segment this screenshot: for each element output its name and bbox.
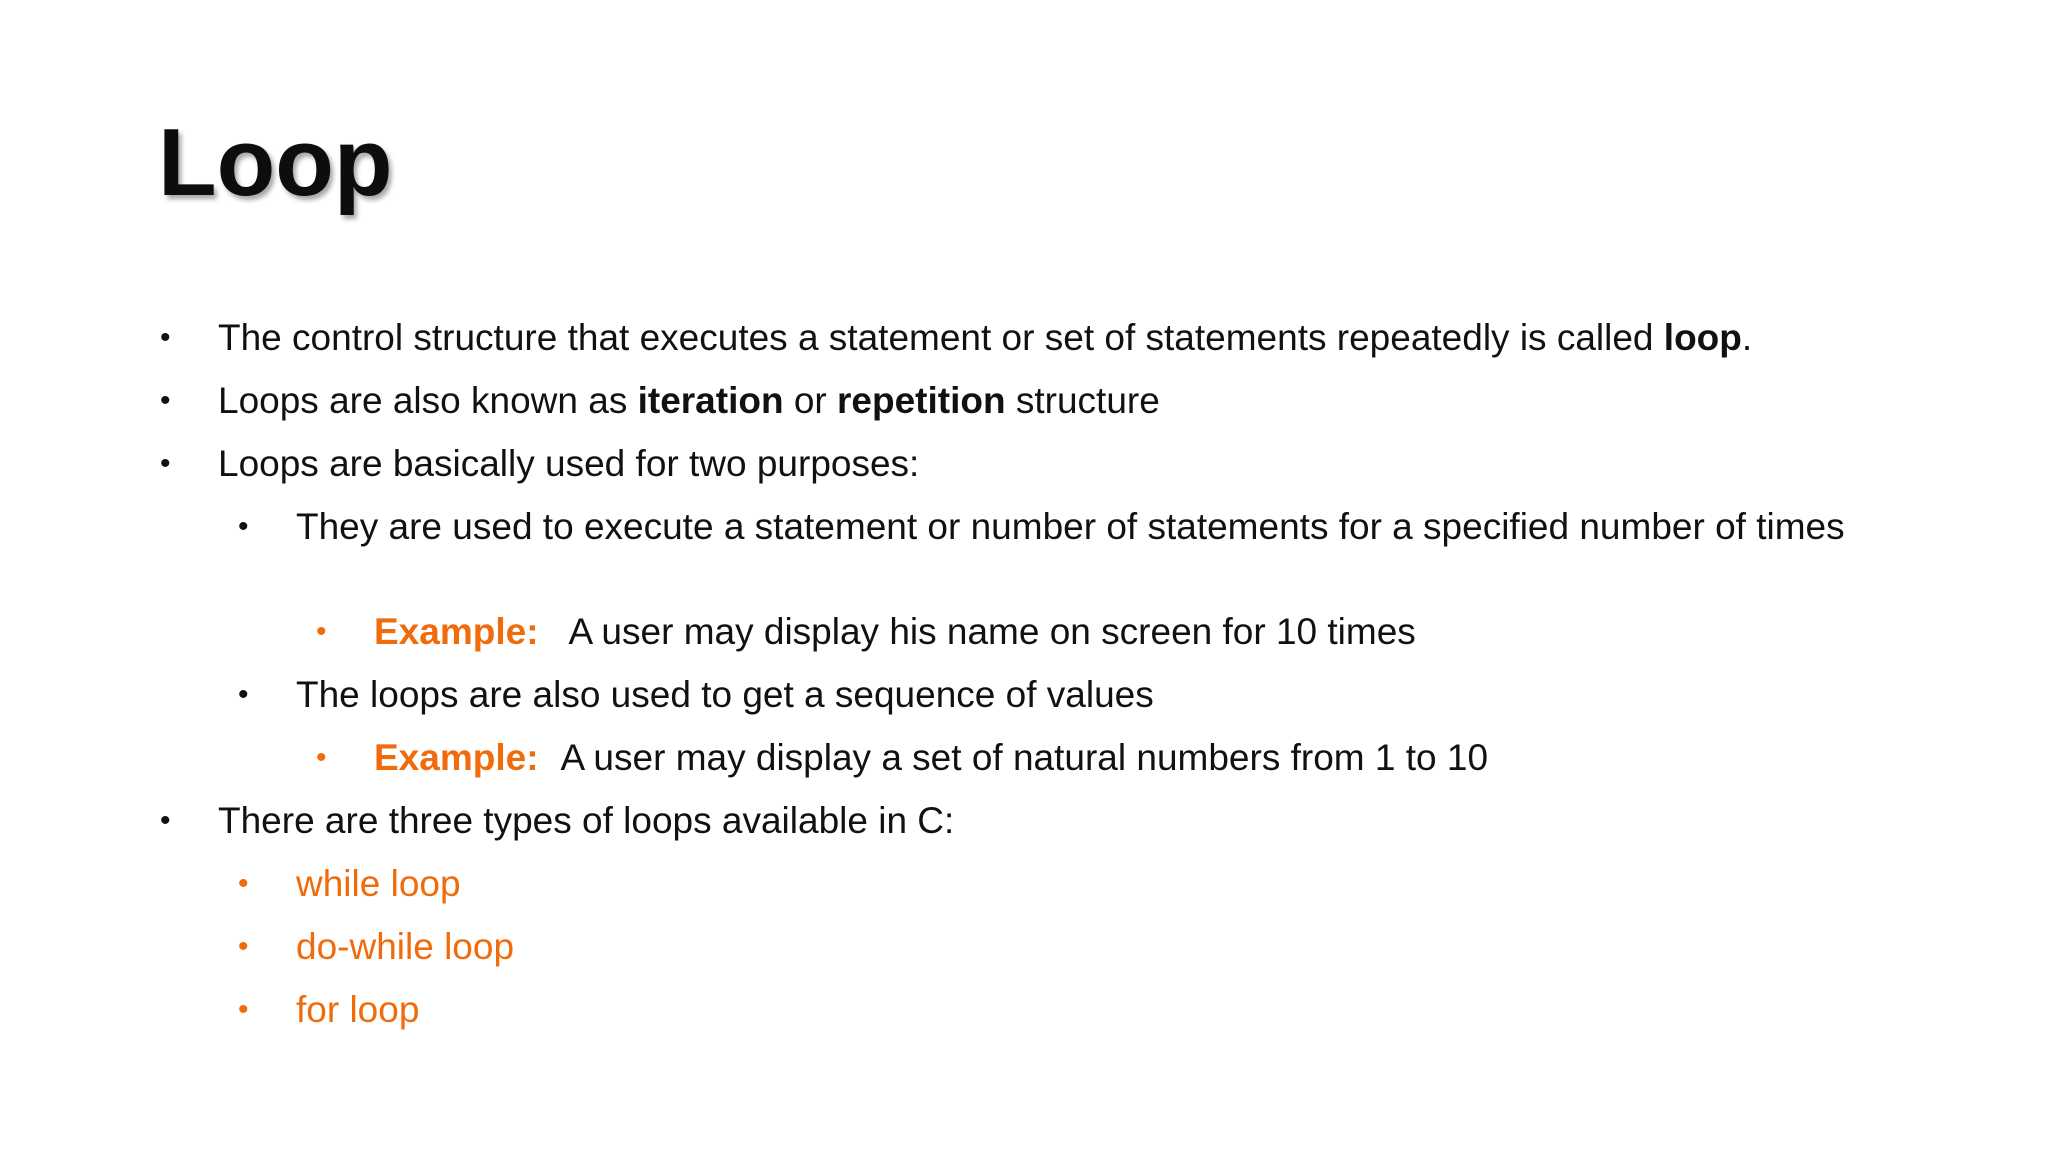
loop-type-label: while loop <box>296 863 461 904</box>
example-text: A user may display a set of natural numbers from 1 to 10 <box>560 737 1489 778</box>
bullet-text <box>218 317 1752 358</box>
bullet-dot: • <box>160 384 171 417</box>
text-segment: Loops are also known as <box>218 380 638 421</box>
loop-type-label: do-while loop <box>296 926 515 967</box>
bullet-dot: • <box>238 867 249 900</box>
example-text: A user may display his name on screen for 10 times <box>568 611 1416 652</box>
bullet-dot: • <box>316 741 327 774</box>
bullet-text: The loops are also used to get a sequence of values <box>296 674 1154 715</box>
bullet-dot: • <box>238 993 249 1026</box>
example-text-line <box>374 737 1488 778</box>
bullet-dot: • <box>238 930 249 963</box>
bullet-dot: • <box>238 678 249 711</box>
bold-term: loop <box>1663 317 1742 358</box>
bold-term: iteration <box>637 380 784 421</box>
bullet-text <box>218 380 1160 421</box>
example-text-line <box>374 611 1416 652</box>
bold-term: repetition <box>837 380 1006 421</box>
bullet-dot: • <box>160 804 171 837</box>
bullet-text: Loops are basically used for two purposes: <box>218 443 920 484</box>
bullet-dot: • <box>160 321 171 354</box>
text-segment: The control structure that executes a statement or set of statements repeatedly is called <box>218 317 1664 358</box>
bullet-dot: • <box>316 615 327 648</box>
text-segment: or <box>783 380 838 421</box>
example-label: Example: <box>374 611 539 652</box>
example-label: Example: <box>374 737 539 778</box>
bullet-text: They are used to execute a statement or number of statements for a specified number of times <box>296 506 1845 547</box>
text-segment: . <box>1741 317 1753 358</box>
text-segment: structure <box>1005 380 1160 421</box>
loop-type-label: for loop <box>296 989 420 1030</box>
slide-title: Loop <box>158 109 393 216</box>
bullet-text: There are three types of loops available in C: <box>218 800 955 841</box>
bullet-dot: • <box>238 510 249 543</box>
bullet-dot: • <box>160 447 171 480</box>
